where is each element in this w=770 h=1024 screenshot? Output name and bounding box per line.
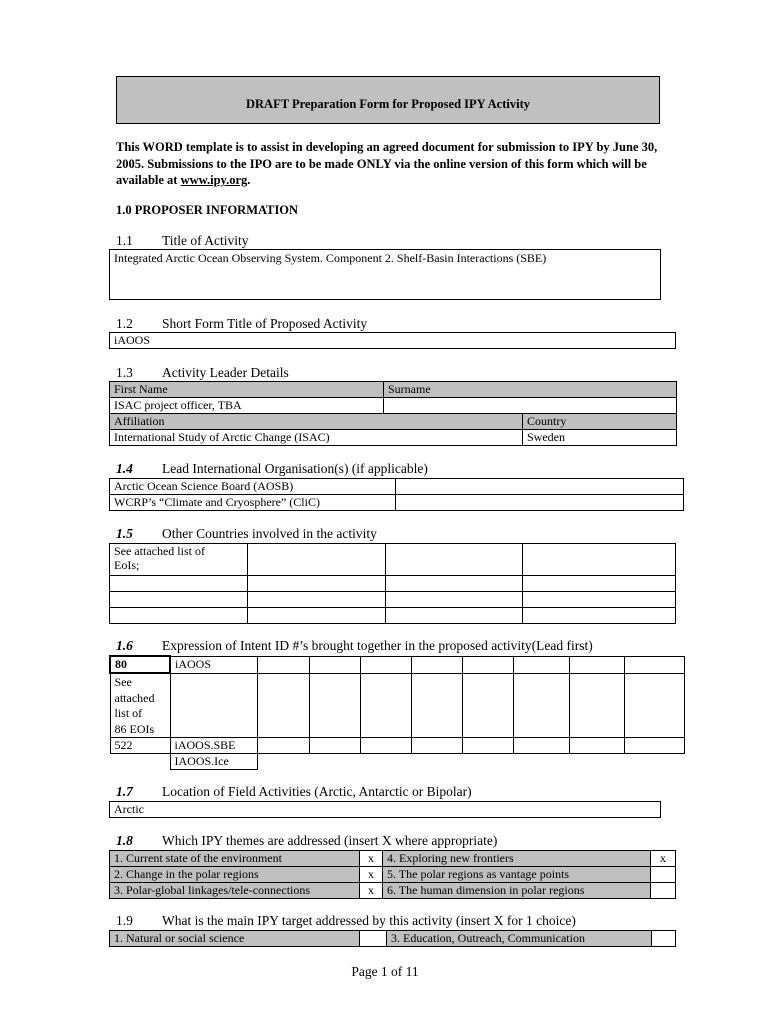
eoi-cell[interactable] xyxy=(411,656,462,673)
intro-paragraph xyxy=(116,139,666,189)
eoi-cell[interactable] xyxy=(462,738,513,754)
country-cell[interactable] xyxy=(248,544,386,576)
heading-label: Other Countries involved in the activity xyxy=(162,526,377,541)
theme-2-mark[interactable]: x xyxy=(360,867,383,883)
target-3-label: 3. Education, Outreach, Communication xyxy=(387,931,652,947)
activity-leader-table xyxy=(109,381,677,446)
target-1-mark[interactable] xyxy=(360,931,387,947)
eoi-name-3[interactable]: IAOOS.Ice xyxy=(170,754,257,770)
lead-eoi-name[interactable]: iAOOS xyxy=(170,656,257,673)
form-title-banner xyxy=(116,76,660,124)
eoi-cell[interactable] xyxy=(257,738,309,754)
affiliation-field[interactable]: International Study of Arctic Change (ISAC) xyxy=(110,430,523,446)
cell-text: attached xyxy=(114,690,155,705)
heading-1-8 xyxy=(116,833,497,849)
heading-1-9 xyxy=(116,913,576,929)
eoi-empty xyxy=(110,754,170,770)
eoi-cell[interactable] xyxy=(624,673,684,738)
affiliation-label: Affiliation xyxy=(110,414,523,430)
theme-4-label: 4. Exploring new frontiers xyxy=(383,851,651,867)
heading-number: 1.1 xyxy=(116,233,133,248)
eoi-cell[interactable] xyxy=(624,656,684,673)
eoi-cell[interactable] xyxy=(360,738,411,754)
intro-text-end: . xyxy=(247,173,251,187)
country-field[interactable]: Sweden xyxy=(523,430,677,446)
eoi-cell[interactable] xyxy=(170,673,257,738)
cell-text: EoIs; xyxy=(114,558,140,572)
heading-number: 1.5 xyxy=(116,526,133,541)
heading-label: Expression of Intent ID #’s brought together in the proposed activity(Lead first) xyxy=(162,638,593,653)
country-cell[interactable] xyxy=(248,576,386,592)
eoi-cell[interactable] xyxy=(257,673,309,738)
theme-6-mark[interactable] xyxy=(651,883,676,899)
eoi-cell[interactable] xyxy=(360,656,411,673)
theme-3-label: 3. Polar-global linkages/tele-connections xyxy=(110,883,360,899)
heading-1-4 xyxy=(116,461,428,477)
country-cell[interactable] xyxy=(523,592,676,608)
section-heading: 1.0 PROPOSER INFORMATION xyxy=(116,203,299,217)
heading-number: 1.6 xyxy=(116,638,133,653)
lead-org-empty[interactable] xyxy=(396,495,684,511)
form-title: DRAFT Preparation Form for Proposed IPY Activity xyxy=(246,96,530,111)
other-countries-table xyxy=(109,543,676,624)
heading-number: 1.4 xyxy=(116,461,133,476)
title-of-activity-field[interactable]: Integrated Arctic Ocean Observing System. Component 2. Shelf-Basin Interactions (SBE) xyxy=(109,249,661,300)
theme-5-label: 5. The polar regions as vantage points xyxy=(383,867,651,883)
heading-label: Activity Leader Details xyxy=(162,365,289,380)
theme-6-label: 6. The human dimension in polar regions xyxy=(383,883,651,899)
country-label: Country xyxy=(523,414,677,430)
lead-eoi-id[interactable]: 80 xyxy=(110,656,170,673)
surname-label: Surname xyxy=(384,382,677,398)
heading-1-1 xyxy=(116,233,249,249)
first-name-field[interactable]: ISAC project officer, TBA xyxy=(110,398,384,414)
eoi-id-2[interactable]: 522 xyxy=(110,738,170,754)
intro-text: This WORD template is to assist in developing an agreed document for submission to IPY by June 30, 2005. Submissions to the IPO are to be made ONLY via the online version of this form which will be available at xyxy=(116,140,658,187)
country-cell[interactable] xyxy=(523,608,676,624)
country-cell[interactable] xyxy=(110,592,248,608)
country-cell[interactable] xyxy=(386,544,523,576)
heading-1-2 xyxy=(116,316,367,332)
heading-1-5 xyxy=(116,526,377,542)
target-1-label: 1. Natural or social science xyxy=(110,931,360,947)
heading-1-7 xyxy=(116,784,472,800)
cell-text: See attached list of xyxy=(114,544,205,558)
ipy-target-table xyxy=(109,930,676,947)
eoi-cell[interactable] xyxy=(513,738,569,754)
heading-number: 1.2 xyxy=(116,316,133,331)
eoi-cell[interactable] xyxy=(309,738,360,754)
eoi-cell[interactable] xyxy=(569,656,624,673)
first-name-label: First Name xyxy=(110,382,384,398)
country-cell[interactable] xyxy=(386,576,523,592)
heading-label: Title of Activity xyxy=(162,233,249,248)
eoi-cell[interactable] xyxy=(257,656,309,673)
country-cell[interactable] xyxy=(248,592,386,608)
eoi-cell[interactable] xyxy=(411,673,462,738)
eoi-cell[interactable] xyxy=(309,656,360,673)
eoi-cell[interactable] xyxy=(411,738,462,754)
page-number: Page 1 of 11 xyxy=(351,964,419,979)
see-attached-cell[interactable] xyxy=(110,673,170,738)
country-cell[interactable] xyxy=(386,608,523,624)
eoi-cell[interactable] xyxy=(513,656,569,673)
theme-5-mark[interactable] xyxy=(651,867,676,883)
heading-1-6 xyxy=(116,638,593,654)
ipy-themes-table xyxy=(109,850,676,899)
country-cell[interactable] xyxy=(248,608,386,624)
cell-text: See xyxy=(114,675,132,689)
country-cell[interactable] xyxy=(110,576,248,592)
other-countries-cell[interactable] xyxy=(110,544,248,576)
theme-1-mark[interactable]: x xyxy=(360,851,383,867)
eoi-cell[interactable] xyxy=(569,673,624,738)
surname-field[interactable] xyxy=(384,398,677,414)
eoi-cell[interactable] xyxy=(624,738,684,754)
short-title-field[interactable]: iAOOS xyxy=(109,332,676,349)
target-3-mark[interactable] xyxy=(652,931,676,947)
eoi-name-2[interactable]: iAOOS.SBE xyxy=(170,738,257,754)
eoi-cell[interactable] xyxy=(462,673,513,738)
heading-label: What is the main IPY target addressed by this activity (insert X for 1 choice) xyxy=(162,913,576,928)
theme-1-label: 1. Current state of the environment xyxy=(110,851,360,867)
heading-number: 1.8 xyxy=(116,833,133,848)
cell-text: 86 EOIs xyxy=(114,721,155,736)
expression-of-intent-table xyxy=(109,655,685,770)
country-cell[interactable] xyxy=(523,576,676,592)
heading-label: Which IPY themes are addressed (insert X where appropriate) xyxy=(162,833,498,848)
heading-label: Location of Field Activities (Arctic, Antarctic or Bipolar) xyxy=(162,784,472,799)
heading-label: Short Form Title of Proposed Activity xyxy=(162,316,368,331)
lead-org-2[interactable]: WCRP’s “Climate and Cryosphere” (CliC) xyxy=(110,495,396,511)
heading-1-3 xyxy=(116,365,289,381)
ipy-link[interactable]: www.ipy.org xyxy=(180,173,248,187)
heading-number: 1.7 xyxy=(116,784,133,799)
theme-4-mark[interactable]: x xyxy=(651,851,676,867)
lead-org-1[interactable]: Arctic Ocean Science Board (AOSB) xyxy=(110,479,396,495)
eoi-cell[interactable] xyxy=(513,673,569,738)
eoi-cell[interactable] xyxy=(569,738,624,754)
cell-text: list of xyxy=(114,706,143,720)
location-field[interactable]: Arctic xyxy=(109,801,661,818)
country-cell[interactable] xyxy=(523,544,676,576)
lead-organisation-table xyxy=(109,478,684,511)
eoi-empty xyxy=(257,754,684,770)
heading-number: 1.9 xyxy=(116,913,133,928)
eoi-cell[interactable] xyxy=(462,656,513,673)
theme-3-mark[interactable]: x xyxy=(360,883,383,899)
country-cell[interactable] xyxy=(386,592,523,608)
lead-org-empty[interactable] xyxy=(396,479,684,495)
eoi-cell[interactable] xyxy=(360,673,411,738)
country-cell[interactable] xyxy=(110,608,248,624)
heading-number: 1.3 xyxy=(116,365,133,380)
theme-2-label: 2. Change in the polar regions xyxy=(110,867,360,883)
heading-label: Lead International Organisation(s) (if applicable) xyxy=(162,461,428,476)
eoi-cell[interactable] xyxy=(309,673,360,738)
